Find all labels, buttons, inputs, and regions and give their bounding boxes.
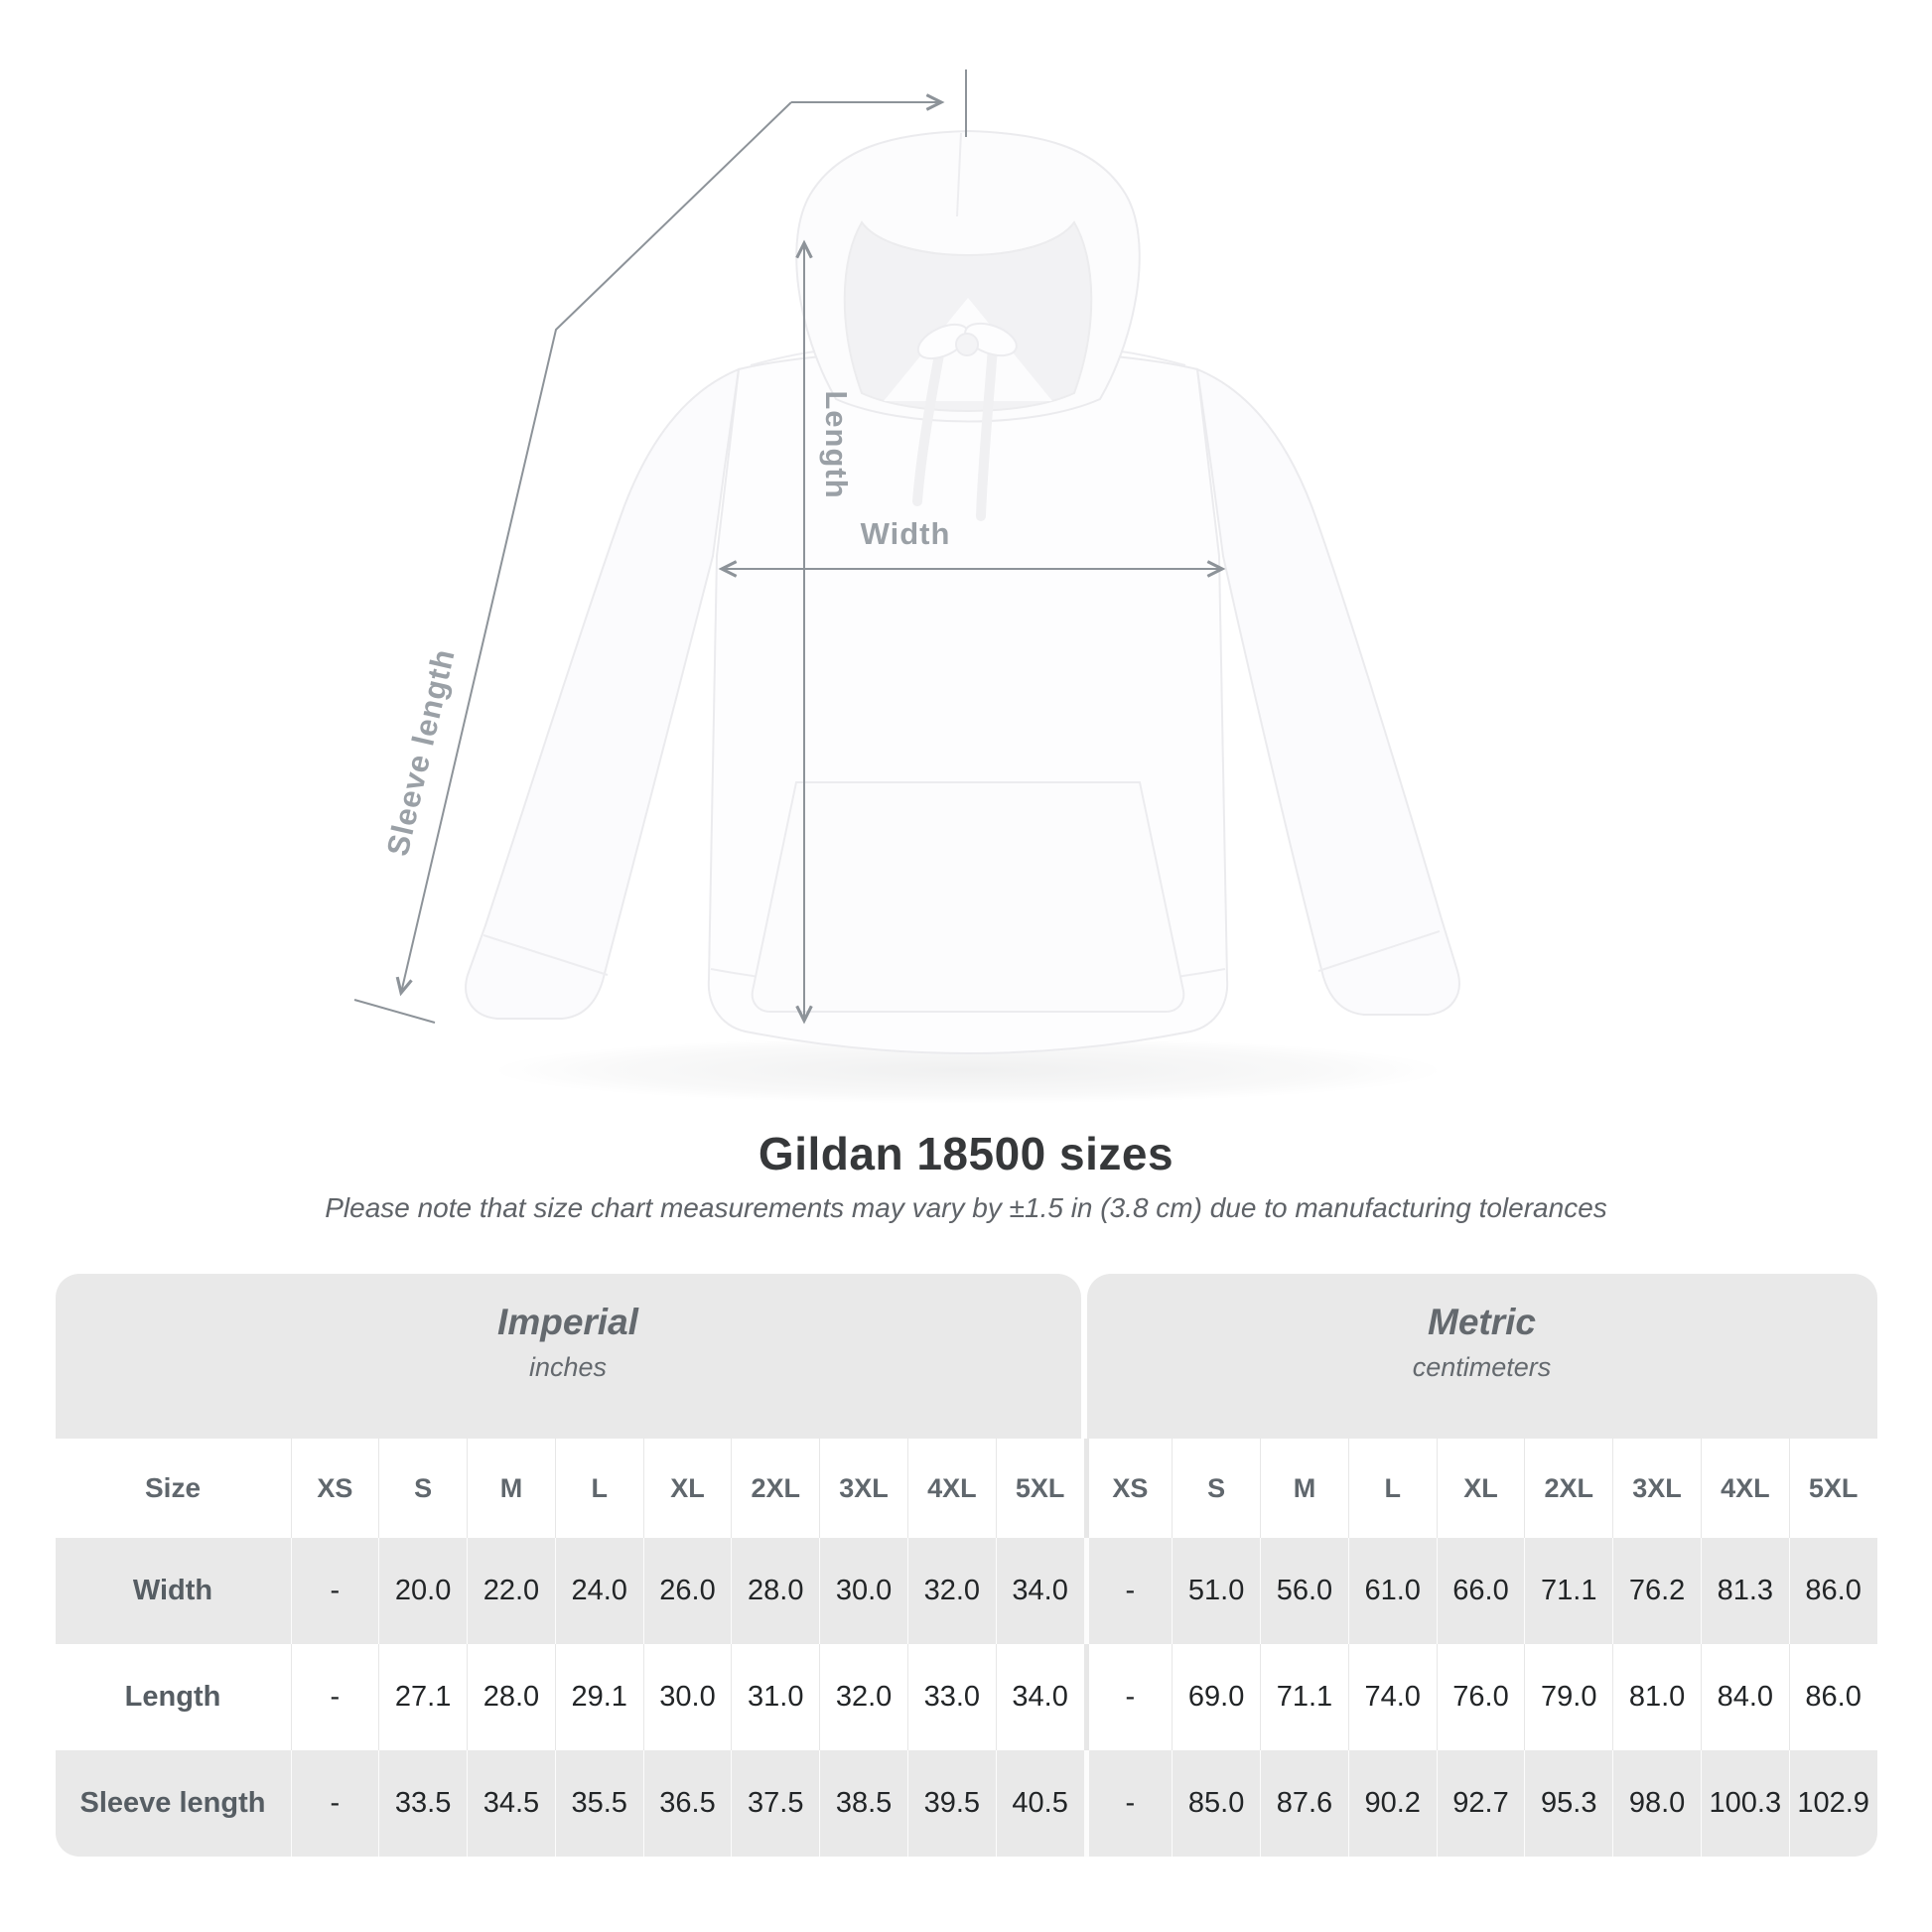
imperial-label: Imperial (497, 1302, 638, 1342)
value-cell: 98.0 (1612, 1750, 1701, 1857)
size-col-imperial-5xl: 5XL (996, 1439, 1084, 1538)
size-col-metric-2xl: 2XL (1524, 1439, 1612, 1538)
size-col-imperial-l: L (555, 1439, 643, 1538)
value-cell: 30.0 (643, 1644, 732, 1750)
value-cell: 22.0 (467, 1538, 555, 1644)
metric-unit-label: centimeters (1412, 1352, 1552, 1382)
metric-unit-header (1087, 1274, 1877, 1439)
value-cell: 102.9 (1789, 1750, 1877, 1857)
value-cell: 38.5 (819, 1750, 907, 1857)
size-col-imperial-3xl: 3XL (819, 1439, 907, 1538)
value-cell: 90.2 (1348, 1750, 1437, 1857)
sleeve-end-tick (354, 1000, 435, 1023)
value-cell: 79.0 (1524, 1644, 1612, 1750)
size-col-imperial-4xl: 4XL (907, 1439, 996, 1538)
value-cell: 100.3 (1701, 1750, 1789, 1857)
size-header-row (56, 1439, 1877, 1538)
size-col-imperial-s: S (378, 1439, 467, 1538)
value-cell: 86.0 (1789, 1644, 1877, 1750)
size-column-title: Size (144, 1472, 202, 1503)
hoodie-left-sleeve (466, 369, 739, 1019)
value-cell: 86.0 (1789, 1538, 1877, 1644)
value-cell: 69.0 (1172, 1644, 1260, 1750)
measurement-rows (56, 1538, 1877, 1857)
size-col-metric-m: M (1260, 1439, 1348, 1538)
value-cell: 30.0 (819, 1538, 907, 1644)
value-cell: 95.3 (1524, 1750, 1612, 1857)
value-cell: 20.0 (378, 1538, 467, 1644)
tolerance-note: Please note that size chart measurements may vary by ±1.5 in (3.8 cm) due to manufacturing tolerances (325, 1192, 1607, 1223)
metric-label: Metric (1428, 1302, 1536, 1342)
value-cell: 92.7 (1437, 1750, 1525, 1857)
value-cell: 71.1 (1524, 1538, 1612, 1644)
value-cell: 39.5 (907, 1750, 996, 1857)
value-cell: - (1084, 1644, 1173, 1750)
hoodie-bow-knot (956, 334, 978, 355)
row-label: Length (124, 1681, 221, 1713)
size-col-imperial-xl: XL (643, 1439, 732, 1538)
value-cell: 29.1 (555, 1644, 643, 1750)
value-cell: 32.0 (907, 1538, 996, 1644)
value-cell: 85.0 (1172, 1750, 1260, 1857)
value-cell: 34.0 (996, 1538, 1084, 1644)
value-cell: 33.5 (378, 1750, 467, 1857)
size-col-metric-s: S (1172, 1439, 1260, 1538)
value-cell: 26.0 (643, 1538, 732, 1644)
value-cell: - (1084, 1750, 1173, 1857)
value-cell: 81.0 (1612, 1644, 1701, 1750)
page-title: Gildan 18500 sizes (758, 1128, 1174, 1179)
size-col-metric-3xl: 3XL (1612, 1439, 1701, 1538)
value-cell: - (291, 1538, 379, 1644)
value-cell: 61.0 (1348, 1538, 1437, 1644)
value-cell: 34.5 (467, 1750, 555, 1857)
value-cell: - (291, 1750, 379, 1857)
value-cell: 32.0 (819, 1644, 907, 1750)
value-cell: 37.5 (731, 1750, 819, 1857)
hoodie-right-sleeve (1197, 369, 1459, 1015)
value-cell: 27.1 (378, 1644, 467, 1750)
value-cell: 81.3 (1701, 1538, 1789, 1644)
length-measure-label: Length (819, 390, 854, 499)
size-col-imperial-2xl: 2XL (731, 1439, 819, 1538)
value-cell: - (291, 1644, 379, 1750)
size-col-imperial-m: M (467, 1439, 555, 1538)
size-col-metric-l: L (1348, 1439, 1437, 1538)
value-cell: 87.6 (1260, 1750, 1348, 1857)
value-cell: 76.2 (1612, 1538, 1701, 1644)
hoodie-kangaroo-pocket (753, 782, 1184, 1012)
value-cell: 56.0 (1260, 1538, 1348, 1644)
value-cell: 33.0 (907, 1644, 996, 1750)
size-col-metric-xl: XL (1437, 1439, 1525, 1538)
value-cell: 36.5 (643, 1750, 732, 1857)
value-cell: 71.1 (1260, 1644, 1348, 1750)
sleeve-length-measure-label: Sleeve length (379, 644, 462, 860)
row-sleeve-length (56, 1750, 1877, 1857)
size-col-metric-xs: XS (1084, 1439, 1173, 1538)
unit-header-row (56, 1274, 1877, 1439)
size-col-imperial-xs: XS (291, 1439, 379, 1538)
value-cell: 74.0 (1348, 1644, 1437, 1750)
row-label: Sleeve length (79, 1787, 266, 1819)
imperial-unit-label: inches (528, 1352, 608, 1382)
value-cell: 76.0 (1437, 1644, 1525, 1750)
value-cell: 40.5 (996, 1750, 1084, 1857)
row-width (56, 1538, 1877, 1644)
value-cell: - (1084, 1538, 1173, 1644)
value-cell: 31.0 (731, 1644, 819, 1750)
value-cell: 24.0 (555, 1538, 643, 1644)
row-label: Width (132, 1575, 213, 1606)
value-cell: 28.0 (467, 1644, 555, 1750)
value-cell: 51.0 (1172, 1538, 1260, 1644)
value-cell: 66.0 (1437, 1538, 1525, 1644)
width-measure-label: Width (860, 516, 951, 551)
imperial-unit-header (56, 1274, 1081, 1439)
value-cell: 84.0 (1701, 1644, 1789, 1750)
value-cell: 28.0 (731, 1538, 819, 1644)
value-cell: 34.0 (996, 1644, 1084, 1750)
row-length (56, 1644, 1877, 1750)
hoodie-illustration (466, 131, 1459, 1053)
size-table (56, 1274, 1877, 1857)
value-cell: 35.5 (555, 1750, 643, 1857)
size-col-metric-5xl: 5XL (1789, 1439, 1877, 1538)
size-col-metric-4xl: 4XL (1701, 1439, 1789, 1538)
